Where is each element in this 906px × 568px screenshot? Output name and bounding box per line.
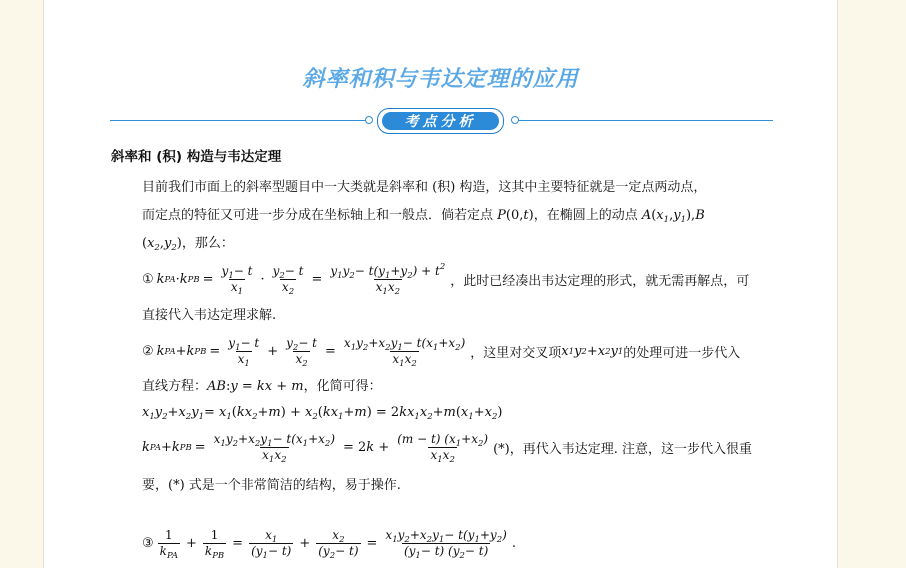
item-marker-1: ①: [142, 272, 154, 287]
intro-line-1: 目前我们市面上的斜率型题目中一大类就是斜率和 (积) 构造，这其中主要特征就是一定点两动点，: [142, 180, 707, 195]
item-marker-2: ②: [142, 344, 154, 359]
formula-reciprocal-sum: ③ $\frac{1}{k_{PA}}$ + $\frac{1}{k_{PB}}$ = $\frac{x_1}{(y_1- t)}$ + $\frac{x_2}{(y_2- t)}$ = $\frac{x_1y_2+x_2y_1- t(y_1+y_2)}{(y_1- t) (y_2- t)}$ .: [142, 528, 516, 561]
banner-pill: [377, 108, 504, 134]
banner-rule-left: [110, 120, 366, 121]
document-title: 斜率和积与韦达定理的应用: [302, 67, 579, 92]
item-marker-3: ③: [142, 536, 154, 551]
item2-note: 要，(*) 式是一个非常简洁的结构，易于操作.: [142, 478, 401, 493]
banner-dot-left: [365, 116, 373, 124]
item1-continuation: 直接代入韦达定理求解.: [142, 308, 277, 323]
formula-product: ① k PA · k PB = $\frac{y_1- t}{x_1}$ · $\frac{y_2- t}{x_2}$ = $\frac{y_1y_2- t(y_1+y_2) + t^2}{x_1x_2}$ ，此时已经凑出韦达定理的形式，就无需再解点，可: [142, 262, 750, 297]
formula-sum-simplified: k PA + k PB = $\frac{x_1y_2+x_2y_1- t(x_1+x_2)}{x_1x_2}$ = 2k + $\frac{(m - t) (x_1+x_2)}{x_1x_2}$ (*)，再代入韦达定理. 注意，这一步代入很重: [142, 432, 753, 465]
intro-line-3: $(x_2,y_2)$，那么：: [142, 236, 234, 253]
document-page: [43, 0, 838, 568]
banner-rule-right: [518, 120, 773, 121]
banner-label: 考点分析: [382, 112, 499, 130]
line-equation-row: 直线方程：AB:y = kx + m，化简可得：: [142, 379, 382, 394]
section-heading: 斜率和 (积) 构造与韦达定理: [111, 149, 282, 165]
intro-line-2: 而定点的特征又可进一步分成在坐标轴上和一般点．倘若定点 P(0,t)，在椭圆上的动点 $A(x_1,y_1),B$: [142, 208, 705, 225]
formula-sum: ② k PA + k PB = $\frac{y_1- t}{x_1}$ + $\frac{y_2- t}{x_2}$ = $\frac{x_1y_2+x_2y_1- t(x_1+x_2)}{x_1x_2}$ ，这里对交叉项 x 1 y 2 + x 2 y 1 的处理可进一步代入: [142, 336, 741, 369]
section-banner: [110, 108, 773, 134]
expansion-row: $x_1y_2+x_2y_1= x_1(kx_2+m) + x_2(kx_1+m) = 2kx_1x_2+m(x_1+x_2)$: [142, 405, 503, 422]
